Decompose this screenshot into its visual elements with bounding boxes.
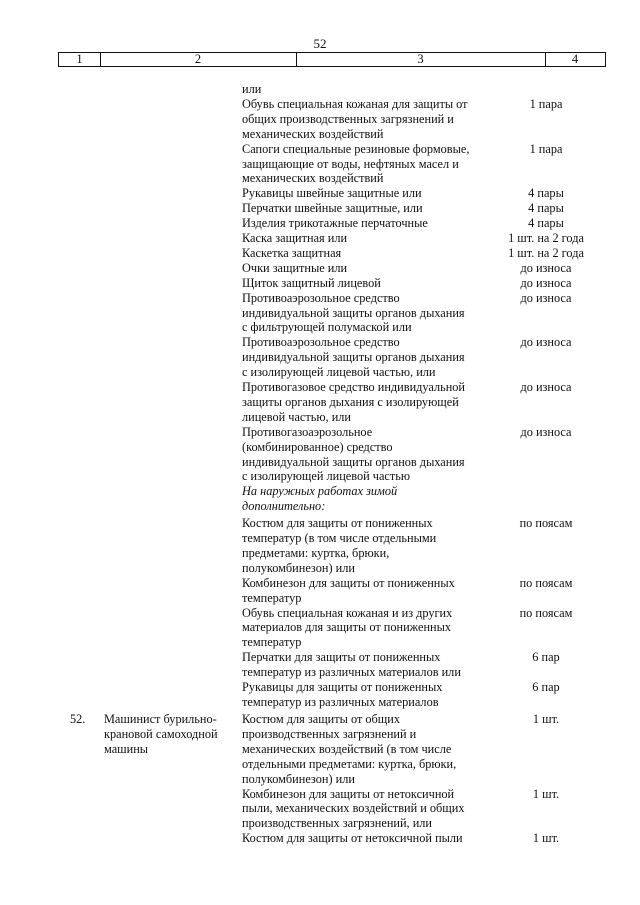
winter-row-item-line: температур bbox=[242, 635, 302, 650]
row-item-line: Каска защитная или bbox=[242, 231, 348, 245]
winter-row-quantity: 6 пар bbox=[532, 650, 560, 665]
entry-row-item-line: отдельными предметами: куртка, брюки, bbox=[242, 756, 457, 771]
entry-row-item-line: полукомбинезон) или bbox=[242, 771, 355, 786]
entry-number: 52. bbox=[70, 712, 86, 726]
row-quantity: 4 пары bbox=[528, 186, 564, 201]
row-item-line: защищающие от воды, нефтяных масел и bbox=[242, 156, 459, 171]
winter-row-item-line: предметами: куртка, брюки, bbox=[242, 545, 390, 560]
row-item-line: Противоаэрозольное средство bbox=[242, 335, 400, 350]
header-col-2: 2 bbox=[194, 52, 202, 66]
row-item-line: Обувь специальная кожаная для защиты от bbox=[242, 96, 468, 111]
entry-row-item-line: пыли, механических воздействий и общих bbox=[242, 801, 465, 816]
entry-row-item-line: Костюм для защиты от общих bbox=[242, 712, 400, 726]
row-item-line: Щиток защитный лицевой bbox=[242, 275, 381, 290]
row-item-line: с изолирующей лицевой частью, или bbox=[242, 365, 436, 380]
row-item-line: механических воздействий bbox=[242, 171, 384, 186]
winter-row-quantity: по поясам bbox=[519, 516, 573, 531]
row-item-line: Рукавицы швейные защитные или bbox=[242, 186, 422, 201]
header-col-1: 1 bbox=[76, 52, 83, 66]
row-item-line: Сапоги специальные резиновые формовые, bbox=[242, 141, 470, 156]
entry-row-quantity: 1 шт. bbox=[532, 786, 560, 801]
row-item-line: механических воздействий bbox=[242, 126, 384, 141]
row-item-line: индивидуальной защиты органов дыхания bbox=[242, 454, 465, 469]
row-item-line: Изделия трикотажные перчаточные bbox=[242, 216, 428, 231]
profession-name: Машинист бурильно- bbox=[104, 712, 217, 726]
entry-row-item-line: производственных загрязнений, или bbox=[242, 816, 433, 831]
section-heading-winter: дополнительно: bbox=[242, 499, 326, 514]
row-item-line: или bbox=[242, 82, 262, 96]
winter-row-quantity: 6 пар bbox=[532, 680, 560, 694]
profession-name: машины bbox=[104, 741, 149, 756]
row-quantity: 4 пары bbox=[528, 216, 564, 231]
entry-row-quantity: 1 шт. bbox=[532, 712, 560, 726]
winter-row-item-line: материалов для защиты от пониженных bbox=[242, 620, 452, 635]
entry-row-item-line: Комбинезон для защиты от нетоксичной bbox=[242, 786, 455, 801]
row-item-line: Перчатки швейные защитные, или bbox=[242, 201, 423, 216]
row-quantity: до износа bbox=[520, 335, 572, 350]
entry-row-item-line: механических воздействий (в том числе bbox=[242, 741, 452, 756]
header-col-3: 3 bbox=[417, 52, 424, 66]
row-item-line: Каскетка защитная bbox=[242, 245, 342, 260]
winter-row-item-line: температур из различных материалов bbox=[242, 694, 439, 709]
row-quantity: до износа bbox=[520, 424, 572, 439]
row-quantity: 1 шт. на 2 года bbox=[508, 231, 584, 245]
winter-row-item-line: полукомбинезон) или bbox=[242, 560, 355, 575]
row-quantity: 4 пары bbox=[528, 201, 564, 216]
row-quantity: до износа bbox=[520, 290, 572, 305]
row-item-line: с изолирующей лицевой частью bbox=[242, 469, 411, 484]
row-item-line: с фильтрующей полумаской или bbox=[242, 320, 412, 335]
winter-row-quantity: по поясам bbox=[519, 575, 573, 590]
row-quantity: 1 шт. на 2 года bbox=[508, 245, 584, 260]
entry-row-item-line: Костюм для защиты от нетоксичной пыли bbox=[242, 831, 463, 846]
winter-row-item-line: Костюм для защиты от пониженных bbox=[242, 516, 433, 531]
row-item-line: Противоаэрозольное средство bbox=[242, 290, 400, 305]
winter-row-item-line: температур bbox=[242, 590, 302, 605]
row-item-line: Противогазовое средство индивидуальной bbox=[242, 380, 466, 394]
profession-name: крановой самоходной bbox=[104, 726, 218, 741]
row-quantity: 1 пара bbox=[529, 96, 563, 111]
winter-row-quantity: по поясам bbox=[519, 605, 573, 620]
row-item-line: общих производственных загрязнений и bbox=[242, 111, 454, 126]
row-item-line: (комбинированное) средство bbox=[242, 439, 393, 454]
row-quantity: до износа bbox=[520, 275, 572, 290]
winter-row-item-line: Перчатки для защиты от пониженных bbox=[242, 650, 441, 665]
row-item-line: защиты органов дыхания с изолирующей bbox=[242, 394, 459, 409]
row-quantity: до износа bbox=[520, 260, 572, 275]
section-heading-winter: На наружных работах зимой bbox=[242, 484, 398, 499]
winter-row-item-line: Рукавицы для защиты от пониженных bbox=[242, 680, 443, 694]
header-col-4: 4 bbox=[571, 52, 579, 66]
entry-row-item-line: производственных загрязнений и bbox=[242, 726, 417, 741]
row-item-line: Противогазоаэрозольное bbox=[242, 424, 373, 439]
entry-row-quantity: 1 шт. bbox=[532, 831, 560, 846]
row-item-line: индивидуальной защиты органов дыхания bbox=[242, 350, 465, 365]
row-quantity: до износа bbox=[520, 380, 572, 394]
winter-row-item-line: Обувь специальная кожаная и из других bbox=[242, 605, 453, 620]
row-quantity: 1 пара bbox=[529, 141, 563, 156]
row-item-line: Очки защитные или bbox=[242, 260, 348, 275]
table-header-row bbox=[58, 52, 606, 67]
winter-row-item-line: Комбинезон для защиты от пониженных bbox=[242, 575, 455, 590]
row-item-line: лицевой частью, или bbox=[242, 409, 351, 424]
page-number: 52 bbox=[313, 36, 327, 51]
row-item-line: индивидуальной защиты органов дыхания bbox=[242, 305, 465, 320]
winter-row-item-line: температур (в том числе отдельными bbox=[242, 531, 437, 545]
winter-row-item-line: температур из различных материалов или bbox=[242, 665, 461, 680]
